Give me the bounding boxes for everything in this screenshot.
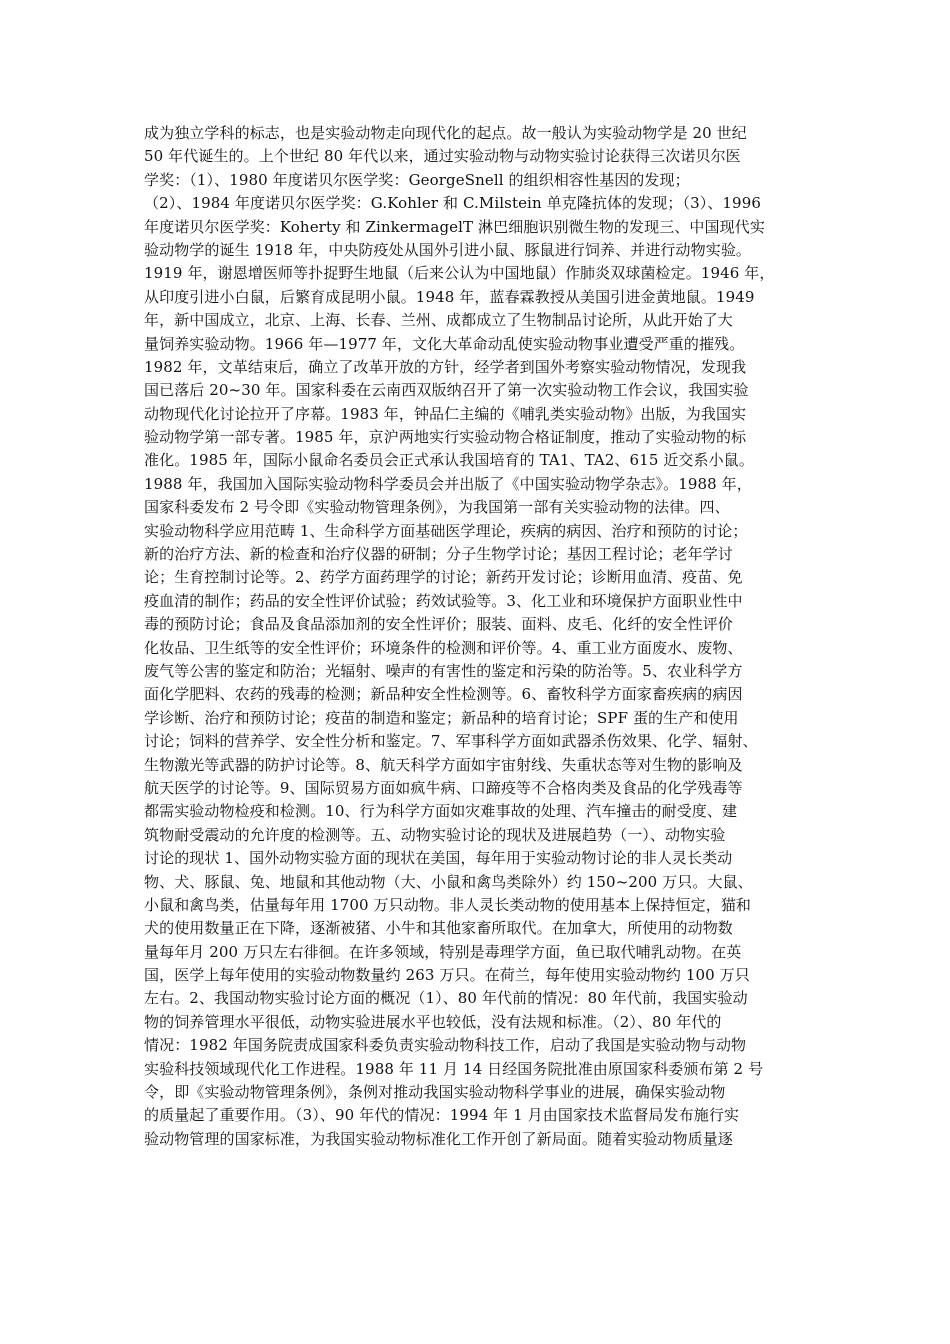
text-line: 化妆品、卫生纸等的安全性评价；环境条件的检测和评价等。4、重工业方面废水、废物、 [144, 638, 743, 657]
text-line: 国，医学上每年使用的实验动物数量约 263 万只。在荷兰，每年使用实验动物约 100 万只 [144, 966, 750, 985]
text-line: 1988 年，我国加入国际实验动物科学委员会并出版了《中国实验动物学杂志》。1988 年， [144, 474, 752, 493]
text-line: 新的治疗方法、新的检查和治疗仪器的研制；分子生物学讨论；基因工程讨论；老年学讨 [144, 545, 733, 564]
text-line: 都需实验动物检疫和检测。10、行为科学方面如灾难事故的处理、汽车撞击的耐受度、建 [144, 802, 738, 821]
text-line: 航天医学的讨论等。9、国际贸易方面如疯牛病、口蹄疫等不合格肉类及食品的化学残毒等 [144, 778, 743, 797]
text-line: 1919 年，谢恩增医师等扑捉野生地鼠（后来公认为中国地鼠）作肺炎双球菌检定。1946 年， [144, 264, 775, 283]
text-line: 准化。1985 年，国际小鼠命名委员会正式承认我国培育的 TA1、TA2、615 近交系小鼠。 [144, 451, 754, 470]
body-text [144, 122, 820, 1151]
text-line: 国家科委发布 2 号令即《实验动物管理条例》，为我国第一部有关实验动物的法律。四、 [144, 498, 730, 517]
text-line: 生物激光等武器的防护讨论等。8、航天科学方面如宇宙射线、失重状态等对生物的影响及 [144, 755, 743, 774]
text-line: 毒的预防讨论；食品及食品添加剂的安全性评价；服装、面料、皮毛、化纤的安全性评价 [144, 615, 733, 634]
text-line: 学奖：（1）、1980 年度诺贝尔医学奖：GeorgeSnell 的组织相容性基因的发现； [144, 170, 690, 189]
text-line: 令，即《实验动物管理条例》，条例对推动我国实验动物科学事业的进展，确保实验动物 [144, 1083, 726, 1102]
text-line: 验动物学第一部专著。1985 年，京沪两地实行实验动物合格证制度，推动了实验动物的标 [144, 428, 747, 447]
text-line: 成为独立学科的标志，也是实验动物走向现代化的起点。故一般认为实验动物学是 20 世纪 [144, 124, 747, 142]
text-line: 讨论；饲料的营养学、安全性分析和鉴定。7、军事科学方面如武器杀伤效果、化学、辐射、 [144, 732, 758, 751]
text-line: 左右。2、我国动物实验讨论方面的概况（1）、80 年代前的情况：80 年代前，我国实验动 [144, 989, 748, 1008]
text-line: 实验科技领域现代化工作进程。1988 年 11 月 14 日经国务院批准由原国家科委颁布第 2 号 [144, 1059, 764, 1078]
text-line: 量饲养实验动物。1966 年—1977 年，文化大革命动乱使实验动物事业遭受严重的摧残。 [144, 334, 745, 353]
text-line: 情况：1982 年国务院责成国家科委负责实验动物科技工作，启动了我国是实验动物与动物 [144, 1036, 747, 1055]
text-line: 学诊断、治疗和预防讨论；疫苗的制造和鉴定；新品种的培育讨论；SPF 蛋的生产和使用 [144, 708, 739, 727]
text-line: 实验动物科学应用范畴 1、生命科学方面基础医学理论，疾病的病因、治疗和预防的讨论； [144, 521, 748, 540]
text-line: 面化学肥料、农药的残毒的检测；新品种安全性检测等。6、畜牧科学方面家畜疾病的病因 [144, 685, 743, 704]
text-line: 50 年代诞生的。上个世纪 80 年代以来，通过实验动物与动物实验讨论获得三次诺贝尔医 [144, 147, 741, 166]
text-line: （2）、1984 年度诺贝尔医学奖：G.Kohler 和 C.Milstein 单克隆抗体的发现；（3）、1996 [144, 194, 761, 213]
text-line: 量每年月 200 万只左右徘徊。在许多领域，特别是毒理学方面，鱼已取代哺乳动物。在英 [144, 942, 742, 961]
text-line: 论；生育控制讨论等。2、药学方面药理学的讨论；新药开发讨论；诊断用血清、疫苗、免 [144, 568, 743, 587]
text-line: 疫血清的制作；药品的安全性评价试验；药效试验等。3、化工业和环境保护方面职业性中 [144, 591, 743, 610]
text-line: 验动物学的诞生 1918 年，中央防疫处从国外引进小鼠、豚鼠进行饲养、并进行动物实验。 [144, 240, 752, 259]
text-line: 年度诺贝尔医学奖：Koherty 和 ZinkermagelT 淋巴细胞识别微生物的发现三、中国现代实 [144, 217, 765, 236]
text-line: 犬的使用数量正在下降，逐渐被猪、小牛和其他家畜所取代。在加拿大，所使用的动物数 [144, 919, 733, 938]
text-line: 国已落后 20~30 年。国家科委在云南西双版纳召开了第一次实验动物工作会议，我国实验 [144, 381, 749, 400]
text-line: 物的饲养管理水平很低，动物实验进展水平也较低，没有法规和标准。（2）、80 年代的 [144, 1012, 722, 1031]
text-line: 验动物管理的国家标准，为我国实验动物标准化工作开创了新局面。随着实验动物质量逐 [144, 1129, 733, 1148]
text-line: 筑物耐受震动的允许度的检测等。五、动物实验讨论的现状及进展趋势（一）、动物实验 [144, 825, 726, 844]
text-line: 小鼠和禽鸟类，估量每年用 1700 万只动物。非人灵长类动物的使用基本上保持恒定，猫和 [144, 895, 752, 914]
text-line: 讨论的现状 1、国外动物实验方面的现状在美国，每年用于实验动物讨论的非人灵长类动 [144, 849, 733, 868]
text-line: 年，新中国成立，北京、上海、长春、兰州、成都成立了生物制品讨论所，从此开始了大 [144, 311, 733, 330]
text-line: 1982 年，文革结束后，确立了改革开放的方针，经学者到国外考察实验动物情况，发现我 [144, 357, 747, 376]
text-line: 的质量起了重要作用。（3）、90 年代的情况：1994 年 1 月由国家技术监督局发布施行实 [144, 1106, 740, 1125]
text-line: 动物现代化讨论拉开了序幕。1983 年，钟品仁主编的《哺乳类实验动物》出版，为我国实 [144, 404, 747, 423]
text-line: 物、犬、豚鼠、兔、地鼠和其他动物（大、小鼠和禽鸟类除外）约 150~200 万只。大鼠、 [144, 872, 753, 891]
text-line: 从印度引进小白鼠，后繁育成昆明小鼠。1948 年，蓝春霖教授从美国引进金黄地鼠。1949 [144, 287, 755, 306]
text-line: 废气等公害的鉴定和防治；光辐射、噪声的有害性的鉴定和污染的防治等。5、农业科学方 [144, 661, 743, 680]
